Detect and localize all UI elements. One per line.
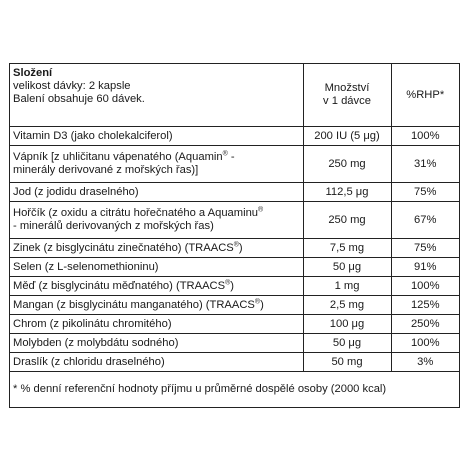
ingredient-name: Molybden (z molybdátu sodného) bbox=[10, 334, 303, 353]
table-row bbox=[10, 353, 459, 372]
registered-mark: ® bbox=[254, 297, 261, 305]
ingredient-amount: 50 μg bbox=[303, 258, 391, 277]
ingredient-rhp: 100% bbox=[391, 334, 459, 353]
ingredient-name bbox=[10, 202, 303, 239]
ingredient-name: Draslík (z chloridu draselného) bbox=[10, 353, 303, 372]
ingredient-name-part: Měď (z bisglycinátu měďnatého) (TRAACS bbox=[13, 279, 226, 292]
ingredient-amount: 1 mg bbox=[303, 277, 391, 296]
ingredient-name: Selen (z L-selenomethioninu) bbox=[10, 258, 303, 277]
ingredient-name-part: ) bbox=[230, 279, 234, 292]
ingredient-name-part: minerály derivované z mořských řas)] bbox=[13, 164, 199, 176]
registered-mark: ® bbox=[225, 278, 231, 286]
ingredient-rhp: 100% bbox=[391, 277, 459, 296]
ingredient-amount: 250 mg bbox=[303, 202, 391, 239]
ingredient-rhp: 67% bbox=[391, 202, 459, 239]
footnote: * % denní referenční hodnoty příjmu u průměrné dospělé osoby (2000 kcal) bbox=[13, 383, 387, 395]
ingredient-rhp: 75% bbox=[391, 239, 459, 258]
ingredient-rhp: 125% bbox=[391, 296, 459, 315]
ingredient-name-part: Zinek (z bisglycinátu zinečnatého) (TRAACS bbox=[13, 241, 234, 254]
table-row bbox=[10, 183, 459, 202]
ingredient-name bbox=[10, 277, 303, 296]
ingredient-amount: 50 mg bbox=[303, 353, 391, 372]
table-row bbox=[10, 258, 459, 277]
table-row bbox=[10, 315, 459, 334]
package-info: Balení obsahuje 60 dávek. bbox=[13, 93, 145, 105]
ingredient-name: Jod (z jodidu draselného) bbox=[10, 183, 303, 202]
ingredient-amount: 2,5 mg bbox=[303, 296, 391, 315]
ingredient-amount: 100 μg bbox=[303, 315, 391, 334]
ingredient-name bbox=[10, 239, 303, 258]
table-row bbox=[10, 296, 459, 315]
composition-table bbox=[10, 64, 459, 372]
table-row bbox=[10, 239, 459, 258]
ingredient-amount: 7,5 mg bbox=[303, 239, 391, 258]
ingredient-name bbox=[10, 146, 303, 183]
ingredient-rhp: 91% bbox=[391, 258, 459, 277]
registered-mark: ® bbox=[222, 150, 228, 158]
ingredient-rhp: 250% bbox=[391, 315, 459, 334]
serving-size: velikost dávky: 2 kapsle bbox=[13, 80, 131, 92]
ingredient-rhp: 100% bbox=[391, 127, 459, 146]
ingredient-name-part: Mangan (z bisglycinátu manganatého) (TRAACS bbox=[13, 298, 255, 311]
ingredient-rhp: 31% bbox=[391, 146, 459, 183]
table-row bbox=[10, 146, 459, 183]
ingredient-name-part: ) bbox=[260, 298, 264, 311]
ingredient-name-part: - bbox=[227, 151, 235, 163]
table-title: Složení bbox=[13, 67, 53, 79]
composition-panel bbox=[9, 63, 460, 408]
amount-header-line-2: v 1 dávce bbox=[323, 95, 371, 107]
ingredient-name-part: ) bbox=[238, 241, 243, 254]
ingredient-name bbox=[10, 296, 303, 315]
ingredient-name-part: - minerálů derivovaných z mořských řas) bbox=[13, 220, 214, 232]
registered-mark: ® bbox=[233, 240, 239, 248]
ingredient-amount: 50 μg bbox=[303, 334, 391, 353]
table-row bbox=[10, 127, 459, 146]
amount-header-cell bbox=[303, 64, 391, 127]
ingredient-name: Vitamin D3 (jako cholekalciferol) bbox=[10, 127, 303, 146]
ingredient-rhp: 3% bbox=[391, 353, 459, 372]
ingredient-amount: 112,5 μg bbox=[303, 183, 391, 202]
ingredient-amount: 200 IU (5 μg) bbox=[303, 127, 391, 146]
registered-mark: ® bbox=[258, 206, 264, 214]
header-info-cell bbox=[10, 64, 303, 127]
ingredient-amount: 250 mg bbox=[303, 146, 391, 183]
ingredient-rhp: 75% bbox=[391, 183, 459, 202]
table-header-row bbox=[10, 64, 459, 127]
amount-header-line-1: Množství bbox=[324, 82, 370, 94]
table-row bbox=[10, 202, 459, 239]
rhp-header-cell: %RHP* bbox=[391, 64, 459, 127]
ingredient-name-part: Hořčík (z oxidu a citrátu hořečnatého a Aquaminu bbox=[13, 207, 259, 219]
ingredient-name-part: Vápník [z uhličitanu vápenatého (Aquamin bbox=[13, 151, 223, 163]
table-row bbox=[10, 334, 459, 353]
ingredient-name: Chrom (z pikolinátu chromitého) bbox=[10, 315, 303, 334]
table-row bbox=[10, 277, 459, 296]
